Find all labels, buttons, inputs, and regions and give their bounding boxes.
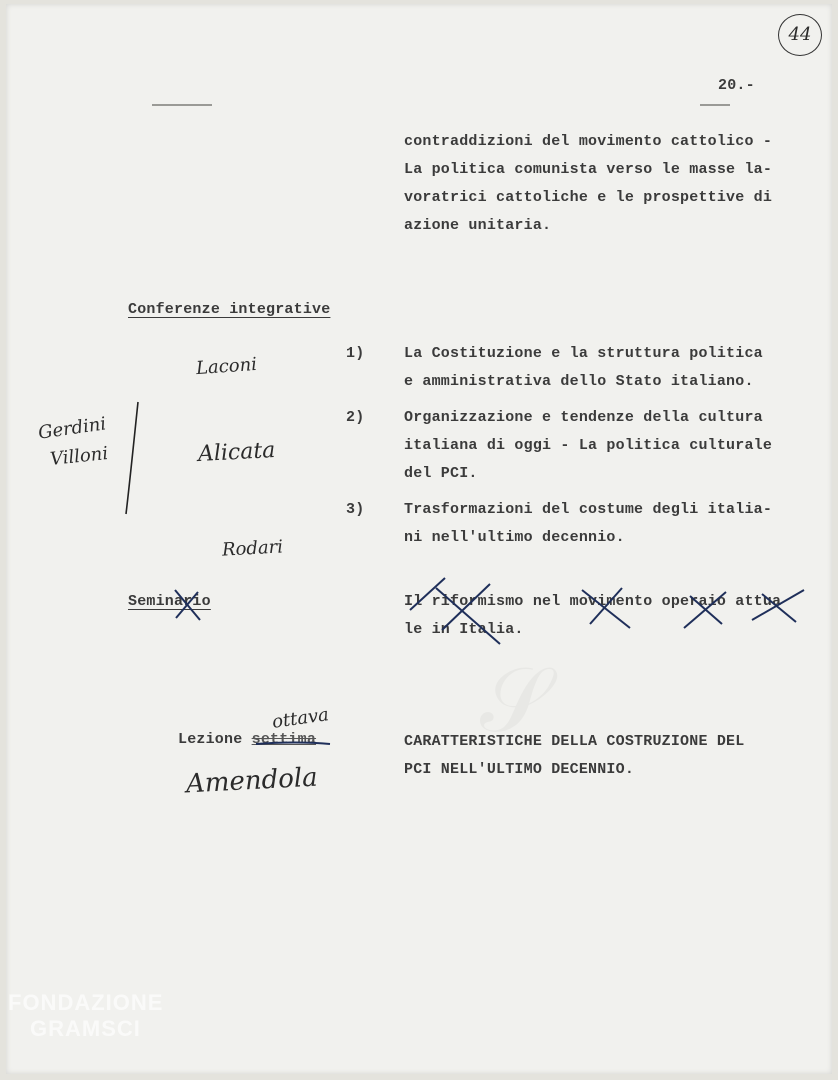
lesson-struck-word: settima bbox=[251, 731, 317, 748]
strike-operaio bbox=[684, 592, 726, 628]
text-line: e amministrativa dello Stato italiano. bbox=[404, 373, 754, 390]
strike-riformismo bbox=[436, 584, 500, 644]
seminar-line: Il riformismo nel movimento operaio attua bbox=[404, 593, 782, 610]
text-line: del PCI. bbox=[404, 465, 478, 482]
seminar-label: Seminario bbox=[128, 593, 211, 610]
speaker-rodari: Rodari bbox=[221, 536, 284, 561]
hand-underline-lesson bbox=[256, 743, 330, 745]
strike-il bbox=[410, 578, 445, 610]
margin-bracket bbox=[126, 402, 138, 514]
text-line: Organizzazione e tendenze della cultura bbox=[404, 409, 763, 426]
fondazione-gramsci-watermark bbox=[8, 990, 163, 1042]
text-line: azione unitaria. bbox=[404, 217, 552, 234]
text-line: Trasformazioni del costume degli italia- bbox=[404, 501, 773, 518]
speaker-alicata: Alicata bbox=[197, 437, 276, 468]
archive-number: 44 bbox=[788, 24, 812, 45]
lesson-handwritten-insert: ottava bbox=[270, 704, 331, 733]
speaker-laconi: Laconi bbox=[195, 353, 258, 380]
margin-name: Villoni bbox=[49, 443, 110, 470]
lesson-line: CARATTERISTICHE DELLA COSTRUZIONE DEL bbox=[404, 733, 745, 750]
speaker-amendola: Amendola bbox=[185, 762, 319, 800]
lesson-label-text: Lezione bbox=[178, 731, 243, 748]
strike-movimento bbox=[582, 588, 630, 628]
watermark-line: FONDAZIONE bbox=[8, 990, 164, 1015]
item-number: 1) bbox=[346, 345, 365, 362]
item-number: 3) bbox=[346, 501, 365, 518]
watermark-line: GRAMSCI bbox=[30, 1016, 141, 1041]
seminar-line: le in Italia. bbox=[404, 621, 524, 638]
strike-seminario bbox=[175, 590, 200, 620]
lesson-line: PCI NELL'ULTIMO DECENNIO. bbox=[404, 761, 635, 778]
text-line: italiana di oggi - La politica culturale bbox=[404, 437, 773, 454]
page-number: 20.- bbox=[718, 77, 755, 94]
strike-attua bbox=[752, 590, 804, 622]
item-number: 2) bbox=[346, 409, 365, 426]
text-line: voratrici cattoliche e le prospettive di bbox=[404, 189, 773, 206]
conferences-heading: Conferenze integrative bbox=[128, 301, 331, 318]
text-line: contraddizioni del movimento cattolico - bbox=[404, 133, 773, 150]
margin-name: Gerdini bbox=[36, 413, 108, 444]
text-line: La Costituzione e la struttura politica bbox=[404, 345, 763, 362]
text-line: ni nell'ultimo decennio. bbox=[404, 529, 625, 546]
text-line: La politica comunista verso le masse la- bbox=[404, 161, 773, 178]
